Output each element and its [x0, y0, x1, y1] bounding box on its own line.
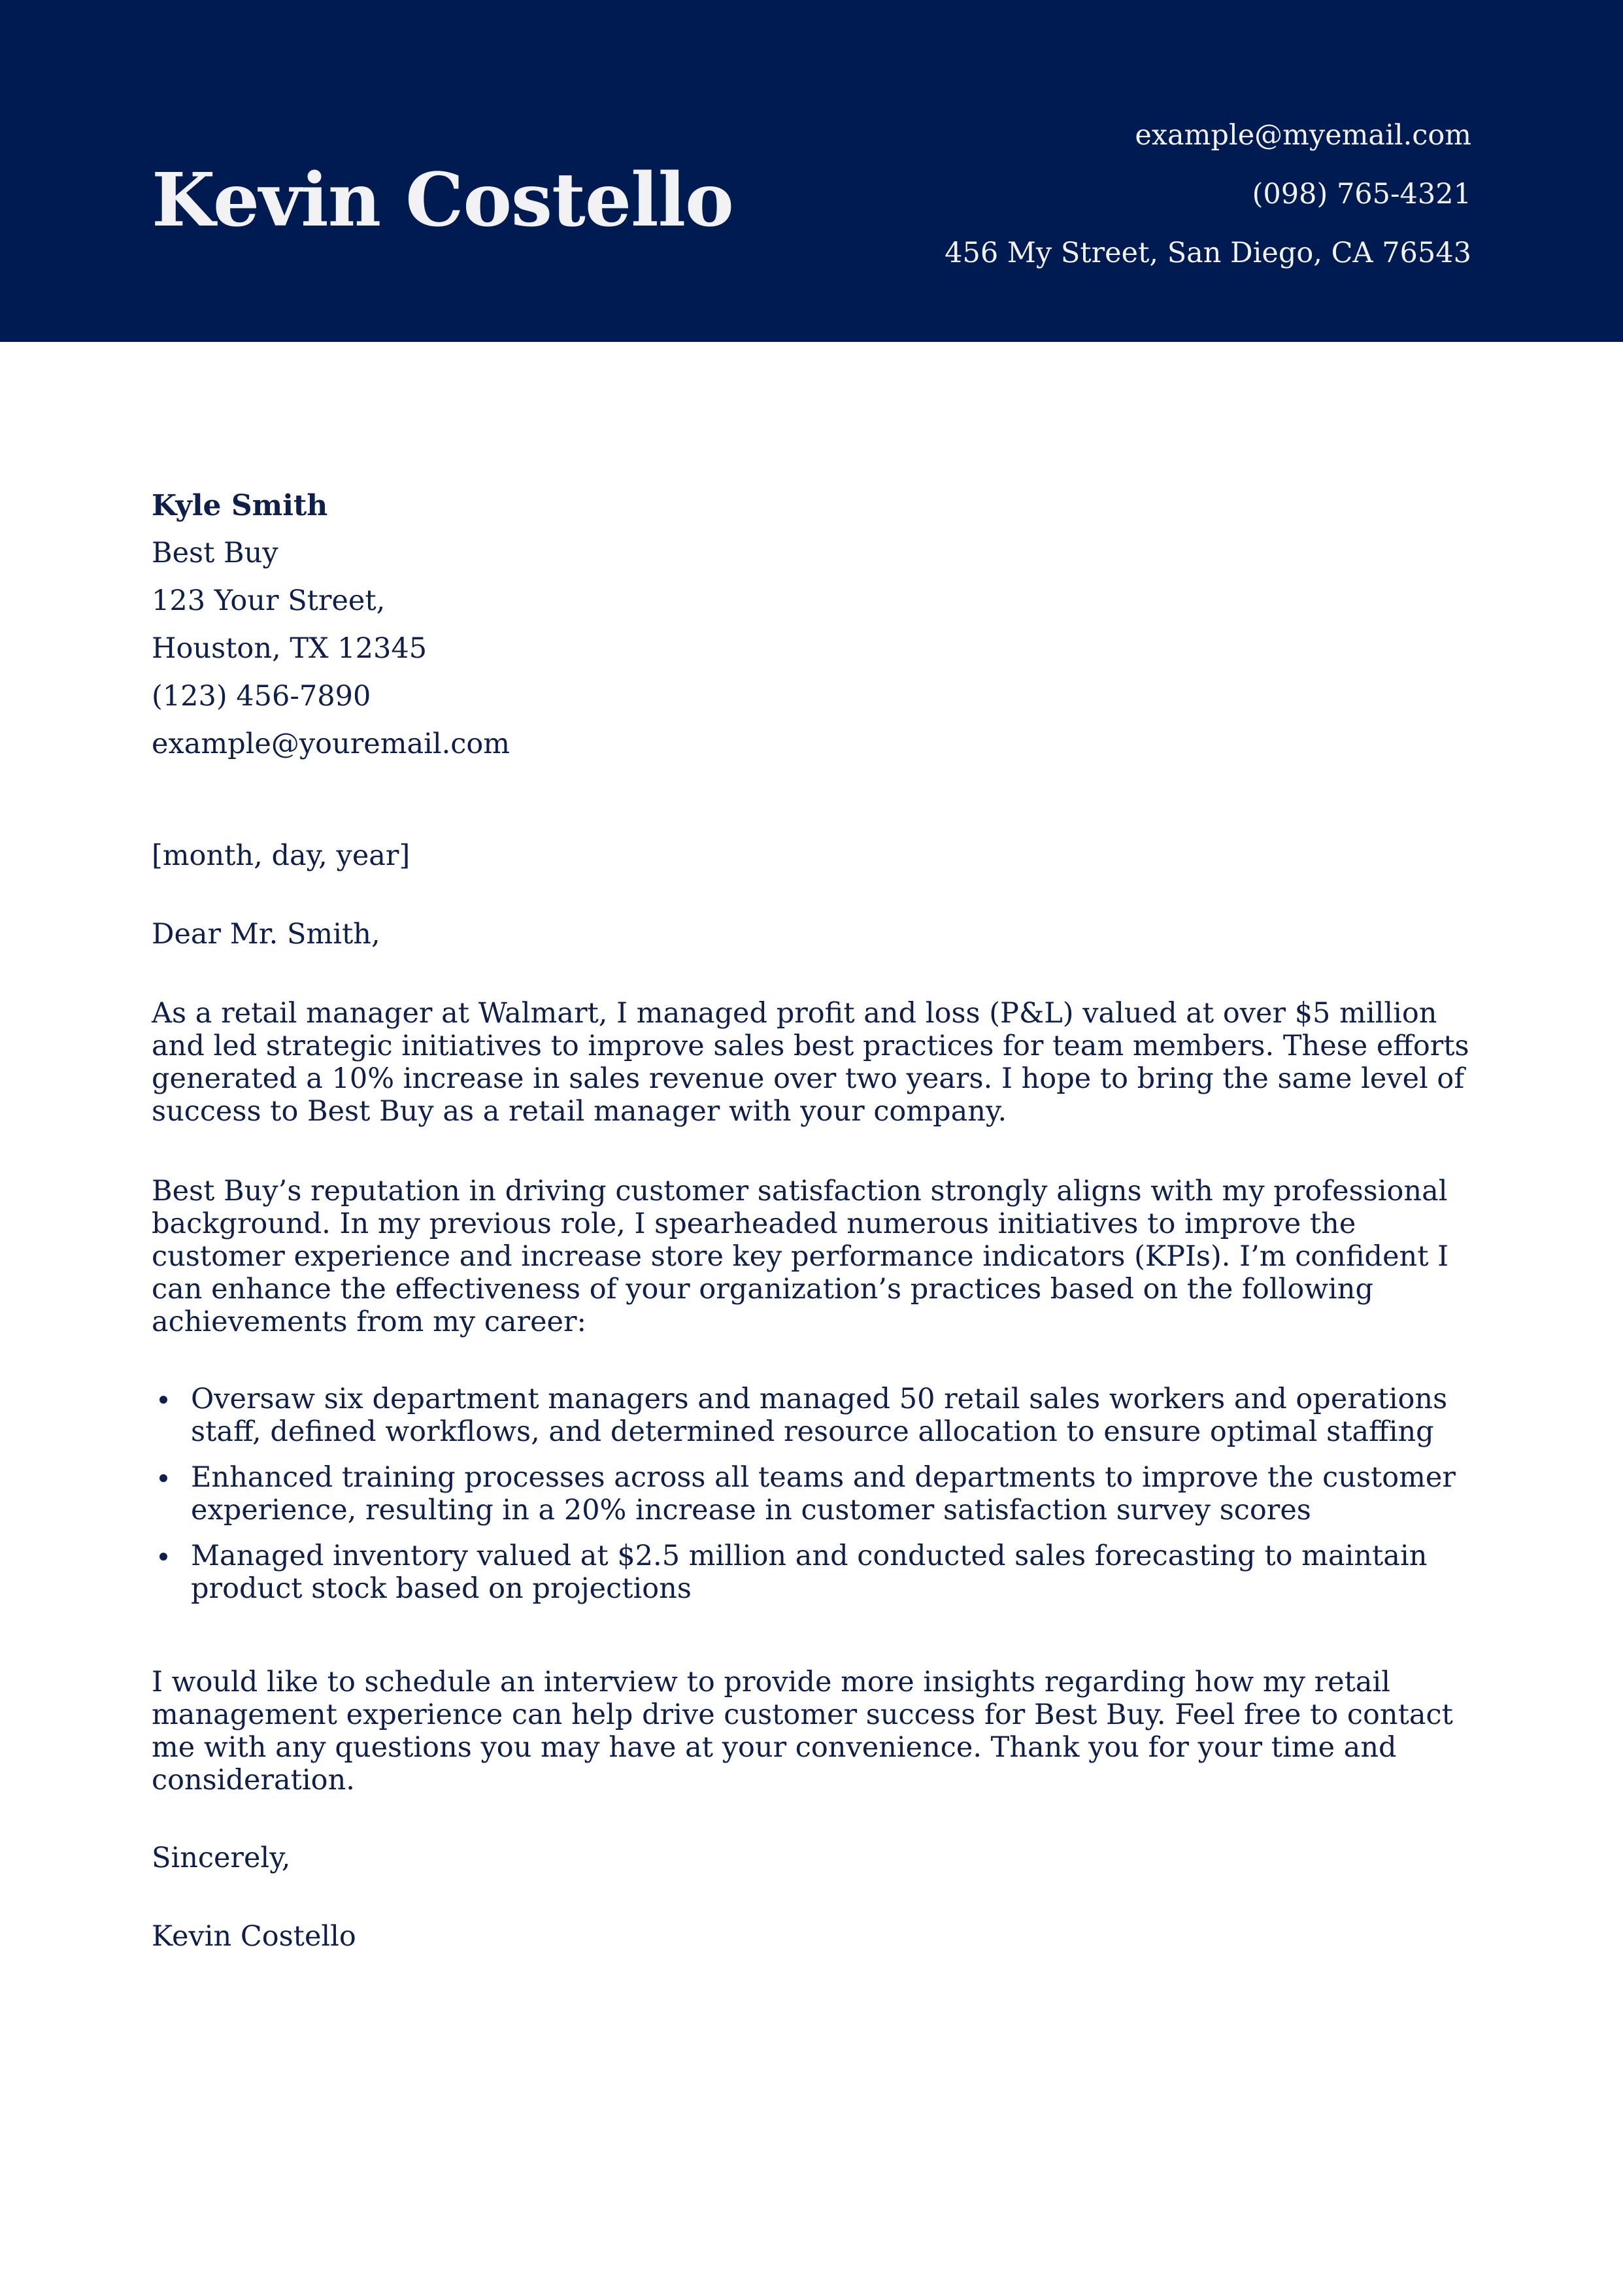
- body-paragraph-1: As a retail manager at Walmart, I managed profit and loss (P&L) valued at over $5 million and led strategic initiatives to improve sales best practices for team members. These efforts generated a 10% increase in sales revenue over two years. I hope to bring the same level of success to Best Buy as a retail manager with your company.: [152, 997, 1469, 1128]
- sender-contact-block: [945, 106, 1471, 282]
- list-item-text: Enhanced training processes across all teams and departments to improve the customer experience, resulting in a 20% increase in customer satisfaction survey scores: [191, 1461, 1456, 1527]
- bullet-icon: [159, 1396, 167, 1404]
- sender-name: Kevin Costello: [152, 158, 733, 243]
- recipient-email: example@youremail.com: [152, 728, 510, 760]
- signature-name: Kevin Costello: [152, 1920, 356, 1953]
- recipient-block: [152, 482, 510, 768]
- list-item: [152, 1383, 1472, 1448]
- letterhead-banner: [0, 0, 1623, 342]
- recipient-name: Kyle Smith: [152, 489, 328, 522]
- body-paragraph-3: I would like to schedule an interview to provide more insights regarding how my retail management experience can help drive customer success for Best Buy. Feel free to contact me with any questions you may have at your convenience. Thank you for your time and consideration.: [152, 1666, 1453, 1797]
- recipient-company: Best Buy: [152, 537, 278, 569]
- body-paragraph-2: Best Buy’s reputation in driving customer satisfaction strongly aligns with my professional background. In my previous role, I spearheaded numerous initiatives to improve the customer experience and increase store key performance indicators (KPIs). I’m confident I can enhance the effectiveness of your organization’s practices based on the following achievements from my career:: [152, 1175, 1449, 1338]
- salutation: Dear Mr. Smith,: [152, 918, 380, 951]
- bullet-icon: [159, 1553, 167, 1561]
- closing: Sincerely,: [152, 1842, 291, 1874]
- list-item-text: Managed inventory valued at $2.5 million and conducted sales forecasting to maintain product stock based on projections: [191, 1540, 1428, 1605]
- sender-email: example@myemail.com: [1135, 119, 1471, 152]
- recipient-phone: (123) 456-7890: [152, 680, 371, 713]
- sender-address: 456 My Street, San Diego, CA 76543: [945, 237, 1471, 269]
- list-item: [152, 1461, 1472, 1527]
- sender-phone: (098) 765-4321: [1252, 178, 1471, 211]
- achievements-list: [152, 1383, 1472, 1618]
- letter-date: [month, day, year]: [152, 839, 410, 872]
- recipient-street: 123 Your Street,: [152, 584, 386, 617]
- list-item: [152, 1540, 1472, 1605]
- list-item-text: Oversaw six department managers and managed 50 retail sales workers and operations staff, defined workflows, and determined resource allocation to ensure optimal staffing: [191, 1383, 1448, 1448]
- bullet-icon: [159, 1474, 167, 1482]
- recipient-city: Houston, TX 12345: [152, 632, 427, 665]
